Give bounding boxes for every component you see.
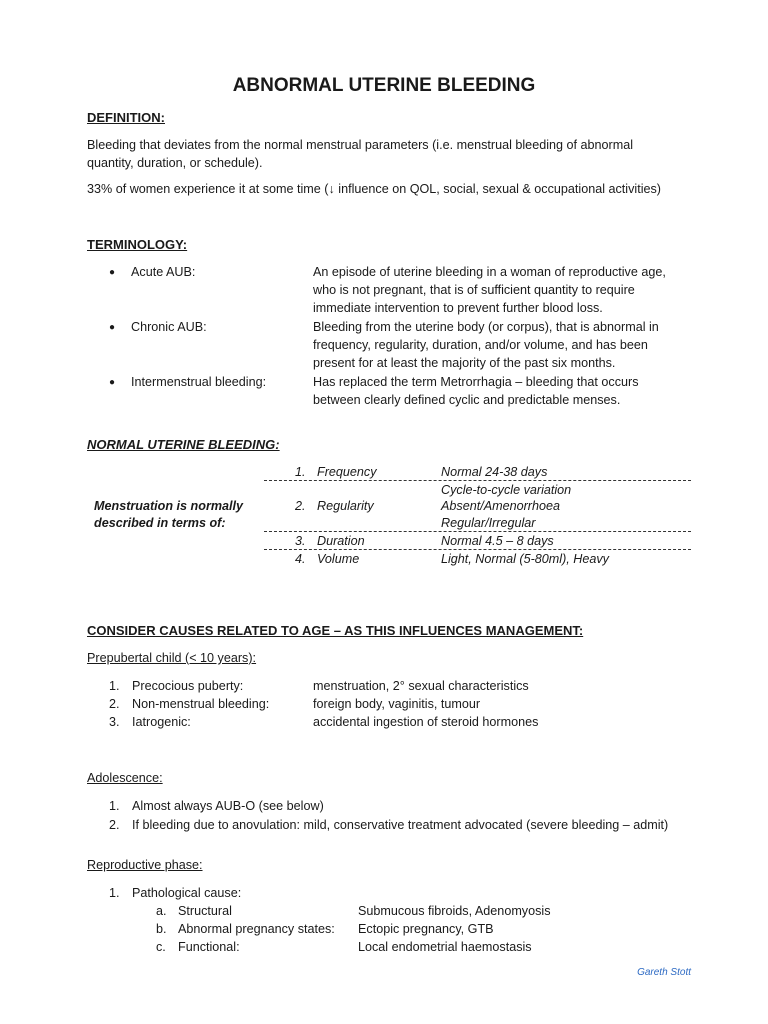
sublist-item-desc: Local endometrial haemostasis [358, 940, 532, 954]
term-def-line: who is not pregnant, that is of sufficient quantity to require [313, 283, 635, 297]
sublist-item-desc: Ectopic pregnancy, GTB [358, 922, 494, 936]
param-value: Normal 4.5 – 8 days [441, 534, 554, 548]
list-number: 2. [109, 818, 120, 832]
list-item: Almost always AUB-O (see below) [132, 799, 324, 813]
list-item-desc: accidental ingestion of steroid hormones [313, 715, 539, 729]
param-volume: Volume [317, 552, 360, 566]
param-value: Normal 24-38 days [441, 465, 548, 479]
prevalence-text: 33% of women experience it at some time (↓ influence on QOL, social, sexual & occupational activities) [87, 182, 661, 196]
term-def-line: frequency, regularity, duration, and/or volume, and has been [313, 338, 648, 352]
prepubertal-heading: Prepubertal child (< 10 years): [87, 651, 257, 665]
term-def-line: Has replaced the term Metrorrhagia – bleeding that occurs [313, 375, 639, 389]
normal-bleeding-heading: NORMAL UTERINE BLEEDING: [87, 437, 280, 452]
param-regularity: Regularity [317, 499, 374, 513]
menstruation-label-line1: Menstruation is normally [94, 499, 244, 513]
param-value: Regular/Irregular [441, 516, 536, 530]
list-item-desc: foreign body, vaginitis, tumour [313, 697, 481, 711]
adolescence-heading: Adolescence: [87, 771, 163, 785]
list-item-desc: menstruation, 2° sexual characteristics [313, 679, 529, 693]
sublist-item: Functional: [178, 940, 240, 954]
term-chronic-aub: Chronic AUB: [131, 320, 207, 334]
param-duration: Duration [317, 534, 365, 548]
definition-text-line2: quantity, duration, or schedule). [87, 156, 263, 170]
list-item: If bleeding due to anovulation: mild, conservative treatment advocated (severe bleeding – admit) [132, 818, 669, 832]
list-number: 1. [109, 679, 120, 693]
terminology-heading: TERMINOLOGY: [87, 237, 188, 252]
list-number: 1. [109, 886, 120, 900]
page-title: ABNORMAL UTERINE BLEEDING [232, 75, 536, 96]
term-def-line: Bleeding from the uterine body (or corpus), that is abnormal in [313, 320, 659, 334]
term-def-line: An episode of uterine bleeding in a woman of reproductive age, [313, 265, 666, 279]
param-value: Light, Normal (5-80ml), Heavy [441, 552, 609, 566]
list-item: Non-menstrual bleeding: [132, 697, 270, 711]
bullet-icon: ● [109, 377, 116, 388]
param-number: 3. [295, 534, 306, 548]
param-number: 4. [295, 552, 306, 566]
definition-text-line1: Bleeding that deviates from the normal menstrual parameters (i.e. menstrual bleeding of abnormal [87, 138, 634, 152]
list-item: Precocious puberty: [132, 679, 244, 693]
bullet-icon: ● [109, 267, 116, 278]
term-def-line: immediate intervention to prevent further blood loss. [313, 301, 603, 315]
author-footer: Gareth Stott [637, 967, 691, 978]
sublist-item-desc: Submucous fibroids, Adenomyosis [358, 904, 551, 918]
param-value: Absent/Amenorrhoea [441, 499, 561, 513]
term-acute-aub: Acute AUB: [131, 265, 196, 279]
list-number: 1. [109, 799, 120, 813]
bullet-icon: ● [109, 322, 116, 333]
sublist-letter: b. [156, 922, 167, 936]
param-number: 1. [295, 465, 306, 479]
term-def-line: between clearly defined cyclic and predictable menses. [313, 393, 621, 407]
list-number: 2. [109, 697, 120, 711]
sublist-item: Structural [178, 904, 232, 918]
list-item: Iatrogenic: [132, 715, 191, 729]
list-number: 3. [109, 715, 120, 729]
sublist-letter: c. [156, 940, 166, 954]
list-item: Pathological cause: [132, 886, 242, 900]
param-frequency: Frequency [317, 465, 377, 479]
reproductive-heading: Reproductive phase: [87, 858, 203, 872]
term-def-line: present for at least the majority of the past six months. [313, 356, 616, 370]
menstruation-label-line2: described in terms of: [94, 516, 226, 530]
sublist-letter: a. [156, 904, 167, 918]
sublist-item: Abnormal pregnancy states: [178, 922, 335, 936]
param-number: 2. [295, 499, 306, 513]
causes-heading: CONSIDER CAUSES RELATED TO AGE – AS THIS INFLUENCES MANAGEMENT: [87, 623, 584, 638]
definition-heading: DEFINITION: [87, 110, 165, 125]
param-value: Cycle-to-cycle variation [441, 483, 572, 497]
term-intermenstrual: Intermenstrual bleeding: [131, 375, 267, 389]
